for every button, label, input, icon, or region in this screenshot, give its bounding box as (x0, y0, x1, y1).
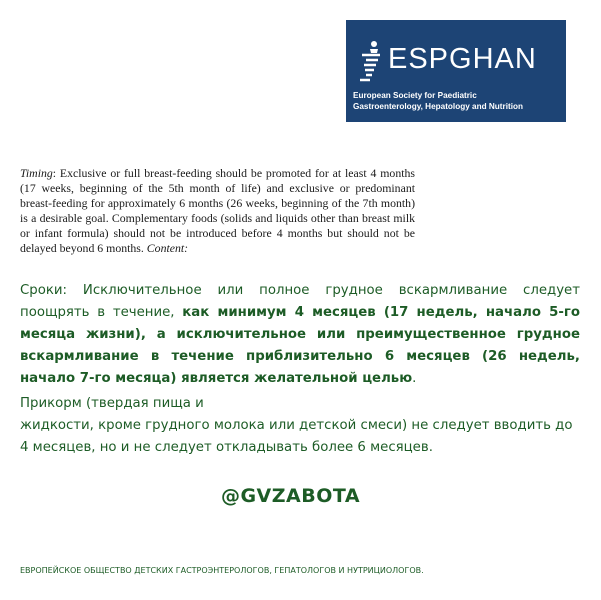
english-body: : Exclusive or full breast-feeding should be promoted for at least 4 months (17 weeks, beginning of the 5th month of life) and exclusive or predominant breast-feeding for approximately 6 months (26 weeks, beginning of the 7th month) is a desirable goal. Complementary foods (solids and liquids other than breast milk or infant formula) should not be introduced before 4 months but should not be delayed beyond 6 months. (20, 166, 415, 255)
logo-subtitle-line1: European Society for Paediatric (353, 91, 477, 100)
russian-complementary-paragraph (20, 393, 585, 459)
footer-caption: ЕВРОПЕЙСКОЕ ОБЩЕСТВО ДЕТСКИХ ГАСТРОЭНТЕРОЛОГОВ, ГЕПАТОЛОГОВ И НУТРИЦИОЛОГОВ. (20, 566, 424, 575)
english-guideline-excerpt (20, 166, 415, 256)
espghan-emblem-icon (356, 40, 384, 82)
ru-timing-bold: как минимум 4 месяцев (17 недель, начало 5-го месяца жизни), а исключительное или преимущественное грудное вскармливание в течение приблизительно 6 месяцев (26 недель, начало 7-го месяца) является желательной целью (20, 305, 580, 386)
logo-subtitle-line2: Gastroenterology, Hepatology and Nutrition (353, 102, 523, 111)
social-handle: @GVZABOTA (220, 485, 361, 507)
logo-subtitle (353, 90, 523, 112)
english-timing-label: Timing (20, 166, 53, 180)
english-content-label: Content: (146, 241, 189, 255)
russian-timing-paragraph (20, 280, 580, 390)
logo-name: ESPGHAN (388, 43, 537, 75)
ru-timing-end: . (412, 371, 417, 386)
espghan-logo (346, 20, 566, 122)
ru-complementary-line1: Прикорм (твердая пища и (20, 396, 204, 411)
ru-complementary-line2: жидкости, кроме грудного молока или детской смеси) не следует вводить до 4 месяцев, но и не следует откладывать более 6 месяцев. (20, 418, 573, 455)
ru-timing-intro: Сроки: Исключительное или полное грудное вскармливание следует поощрять в течение, (20, 283, 580, 320)
